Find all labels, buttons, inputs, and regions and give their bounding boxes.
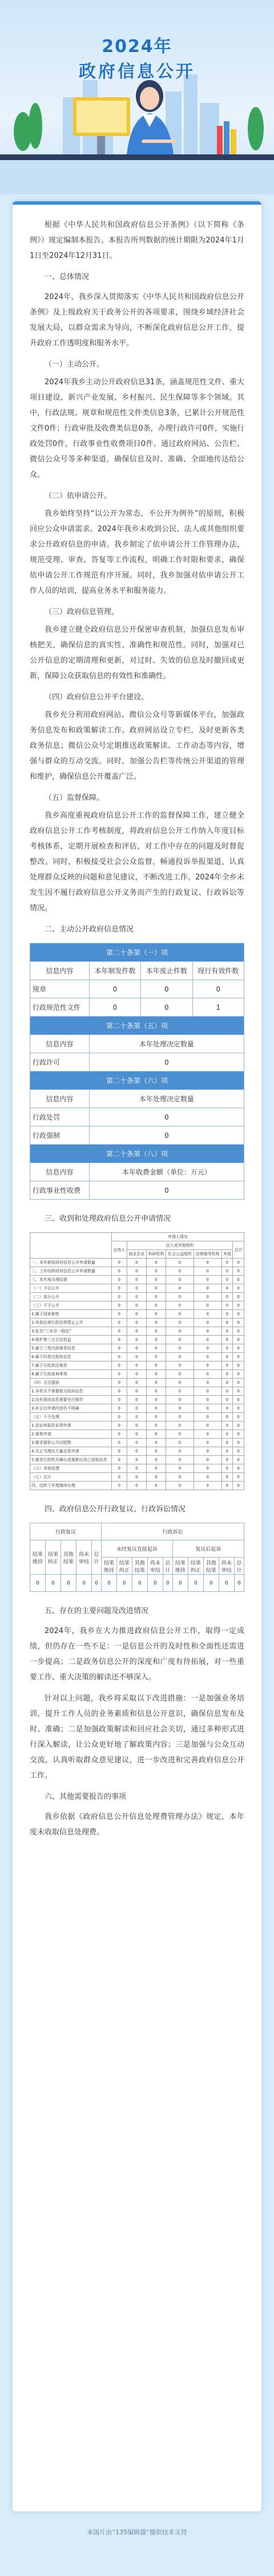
- table-header: 行政复议: [30, 1523, 102, 1540]
- footer-credit: 本図片由“135编辑器”提供技术支持: [87, 2529, 187, 2536]
- table-header: 结果维持: [30, 1540, 46, 1575]
- section-6-heading: 六、其他需要报告的事项: [45, 1793, 127, 1801]
- table-header: 社会公益组织: [166, 1250, 194, 1259]
- table-header: 总计: [163, 1558, 172, 1575]
- application-handling-table: [30, 1232, 244, 1490]
- table-row: 行政事业性收费 0: [30, 1181, 244, 1200]
- table-header: 总计: [234, 1558, 244, 1575]
- section-1-2-text: 我乡始终坚持“以公开为常态，不公开为例外”的原则，积极回应公众申请需求。2024年我乡未收到公民、法人或其他组织要求公开政府信息的申请。我乡制定了依申请公开工作管理办法，规范受理、审查、答复等工作流程，明确工作时限和要求，确保依申请公开工作规范有序开展。同时，我乡加强对依申请公开工作人员的培训，提高业务水平和服务能力。: [30, 509, 244, 595]
- section-1-intro: 2024年，我乡深入贯彻落实《中华人民共和国政府信息公开条例》及上级政府关于政务公开的各项要求，围绕乡域经济社会发展大局，以群众需求为导向，不断深化政府信息公开工作，提升政府工作透明度和服务水平。: [30, 293, 244, 348]
- table-row: 5.要求行政机关确认或重新出具已获取信息 0 0 0 0 0 0 0: [30, 1456, 244, 1464]
- intro-paragraph: 根据《中华人民共和国政府信息公开条例》（以下简称《条例》）规定编制本报告。本报告所列数据的统计期限为2024年1月1日至2024年12月31日。: [30, 221, 244, 260]
- table-row: （一）予以公开 0 0 0 0 0 0 0: [30, 1284, 244, 1293]
- section-1-3-heading: （三）政府信息管理。: [45, 608, 119, 616]
- table-row: 规章 0 0 0: [30, 980, 244, 998]
- table-row: （三）不予公开 0 0 0 0 0 0 0: [30, 1301, 244, 1310]
- banner-illustration: [0, 0, 274, 194]
- table-row: （七）总计 0 0 0 0 0 0 0: [30, 1473, 244, 1482]
- table-row: 5.属于三类内部事务信息 0 0 0 0 0 0 0: [30, 1344, 244, 1353]
- table-header: 其他结果: [203, 1558, 219, 1575]
- review-litigation-table: [30, 1523, 244, 1592]
- table-row: （四）无法提供 0 0 0 0 0 0 0: [30, 1379, 244, 1387]
- table-header: 信息内容: [30, 1163, 90, 1181]
- table-header: 尚未审结: [76, 1540, 91, 1575]
- table-header: 法人或其他组织: [127, 1241, 233, 1250]
- table-header: 未经复议直接起诉: [101, 1540, 172, 1558]
- section-5-text-1: 2024年，我乡在大力推进政府信息公开工作，取得一定成绩，但仍存在一些不足：一是信息公开的及时性和全面性还需进一步提高；二是政务信息公开的深度和广度有待拓展，对一些重要工作、重大决策的解读还不够深入。: [30, 1627, 244, 1682]
- table-section-title: 第二十条第（八）项: [30, 1145, 244, 1163]
- table-header: 本年处理决定数量: [89, 1090, 244, 1108]
- table-header-blank: [30, 1233, 112, 1259]
- table-row: 2.其他法律行政法规禁止公开 0 0 0 0 0 0 0: [30, 1319, 244, 1327]
- table-header: 结果纠正: [45, 1540, 61, 1575]
- section-4-heading: 四、政府信息公开行政复议、行政诉讼情况: [45, 1505, 186, 1514]
- section-1-4-text: 我乡充分利用政府网站、微信公众号等新媒体平台，加强政务信息发布和政策解读工作。政府网站设立专栏，及时更新各类政务信息；微信公众号定期推送政策解读、工作动态等内容，增强与群众的互动交流。同时，加强公告栏等传统公开渠道的管理和维护，确保信息公开覆盖广泛。: [30, 711, 244, 781]
- proactive-disclosure-table: [30, 943, 244, 1200]
- table-header: 本年制发件数: [89, 962, 140, 980]
- table-header: 尚未审结: [147, 1558, 163, 1575]
- table-row: 三、本年度办理结果 0 0 0 0 0 0 0: [30, 1276, 244, 1284]
- table-header: 结果纠正: [188, 1558, 203, 1575]
- section-1-1-text: 2024年我乡主动公开政府信息31条，涵盖规范性文件、重大项目建设、新兴产业发展、乡村振兴、民生保障等多个领域。其中，行政法规、规章和规范性文件类信息3条，已累计公开规范性文件0件；行政审批及收费类信息0条，办理行政许可0件，实施行政处罚0件，行政事业性收费项目0件。通过政府网站、公告栏、微信公众号等多种渠道，确保信息及时、准确、全面地传达给公众。: [30, 378, 244, 479]
- section-5-text-2: 针对以上问题，我乡将采取以下改进措施：一是加强业务培训，提升工作人员的业务素质和信息公开意识，确保信息发布及时、准确；二是加强政策解读和回应社会关切，通过多种形式进行深入解读，让公众更好地了解政策内容；三是加强与公众互动交流，认真听取群众意见建议，进一步改进和完善政府信息公开工作。: [30, 1694, 244, 1780]
- table-header: 结果维持: [101, 1558, 116, 1575]
- table-row: 2.没有现成信息需要另行制作 0 0 0 0 0 0 0: [30, 1396, 244, 1404]
- table-row: （六）其他处理 0 0 0 0 0 0 0: [30, 1464, 244, 1473]
- section-6-text: 我乡依据《政府信息公开信息处理费管理办法》规定，本年度未收取信息处理费。: [30, 1813, 244, 1837]
- table-row: 1.信访举报投诉类申请 0 0 0 0 0 0 0: [30, 1422, 244, 1430]
- table-row: 3.危及“三安全一稳定” 0 0 0 0 0 0 0: [30, 1327, 244, 1336]
- table-header: 现行有效件数: [192, 962, 244, 980]
- table-row: （五）不予处理 0 0 0 0 0 0 0: [30, 1413, 244, 1422]
- table-row: 四、结转下年度继续办理 0 0 0 0 0 0 0: [30, 1482, 244, 1490]
- table-row: 2.重复申请 0 0 0 0 0 0 0: [30, 1430, 244, 1439]
- header-banner: [0, 0, 274, 194]
- table-row: 行政处罚 0: [30, 1108, 244, 1126]
- table-header: 其他结果: [61, 1540, 76, 1575]
- table-header: 信息内容: [30, 1090, 90, 1108]
- table-header: 结果维持: [172, 1558, 188, 1575]
- section-1-1-heading: （一）主动公开。: [45, 360, 104, 369]
- table-row: 二、上年结转政府信息公开申请数量 0 0 0 0 0 0 0: [30, 1267, 244, 1276]
- section-1-5-text: 我乡高度重视政府信息公开工作的监督保障工作，建立健全政府信息公开工作考核制度，将政府信息公开工作纳入年度目标考核体系，定期开展检查和评估，对工作中存在的问题及时督促整改。同时，积极接受社会公众监督，畅通投诉举报渠道，认真处理群众反映的问题和意见建议，不断改进工作。2024年全乡未发生因不履行政府信息公开义务而产生的行政复议、行政诉讼等情况。: [30, 811, 244, 913]
- table-header: 总计: [91, 1540, 101, 1575]
- table-header: 复议后起诉: [172, 1540, 244, 1558]
- table-header: 本年废止件数: [141, 962, 192, 980]
- table-row: 8.属于行政查询事项 0 0 0 0 0 0 0: [30, 1370, 244, 1379]
- table-row: 3.要求提供公开出版物 0 0 0 0 0 0 0: [30, 1439, 244, 1447]
- table-header: 自然人: [111, 1241, 127, 1259]
- table-row: 1.属于国家秘密 0 0 0 0 0 0 0: [30, 1310, 244, 1319]
- table-header: 本年处理决定数量: [89, 1035, 244, 1053]
- banner-main-title: 政府信息公开: [79, 62, 195, 82]
- section-2-heading: 二、主动公开政府信息情况: [45, 925, 134, 934]
- table-header: 法律服务机构: [194, 1250, 221, 1259]
- table-row: 行政规范性文件 0 0 1: [30, 998, 244, 1017]
- table-row: 6.属于四类过程性信息 0 0 0 0 0 0 0: [30, 1353, 244, 1361]
- section-1-5-heading: （五）监督保障。: [45, 794, 104, 802]
- banner-year-title: 2024年: [102, 37, 172, 57]
- table-row: 0 0 0 0 0 0 0 0 0 0 0 0 0 0 0: [30, 1575, 244, 1592]
- table-row: 4.无正当理由大量反复申请 0 0 0 0 0 0 0: [30, 1447, 244, 1456]
- section-1-heading: 一、总体情况: [45, 273, 90, 281]
- table-header: 本年收费金额（单位：万元）: [89, 1163, 244, 1181]
- table-header: 行政诉讼: [101, 1523, 244, 1540]
- table-row: 3.补正后申请内容仍不明确 0 0 0 0 0 0 0: [30, 1404, 244, 1413]
- table-header: 结果纠正: [116, 1558, 132, 1575]
- table-section-title: 第二十条第（一）项: [30, 943, 244, 962]
- table-row: 4.保护第三方合法权益 0 0 0 0 0 0 0: [30, 1336, 244, 1344]
- table-header: 信息内容: [30, 1035, 90, 1053]
- section-1-4-heading: （四）政府信息公开平台建设。: [45, 693, 149, 702]
- table-row: 行政强制 0: [30, 1126, 244, 1145]
- section-3-heading: 三、收到和处理政府信息公开申请情况: [45, 1215, 171, 1223]
- report-card: [13, 201, 261, 2511]
- table-header: 其他: [221, 1250, 233, 1259]
- table-header: 其他结果: [132, 1558, 147, 1575]
- table-row: （二）部分公开 0 0 0 0 0 0 0: [30, 1293, 244, 1301]
- section-5-heading: 五、存在的主要问题及改进情况: [45, 1607, 149, 1615]
- table-header: 商业企业: [127, 1250, 146, 1259]
- table-row: 一、本年新收政府信息公开申请数量 0 0 0 0 0 0 0: [30, 1259, 244, 1267]
- table-row: 行政许可 0: [30, 1053, 244, 1072]
- table-row: 7.属于行政执法案卷 0 0 0 0 0 0 0: [30, 1361, 244, 1370]
- table-header: 信息内容: [30, 962, 90, 980]
- table-header: 尚未审结: [219, 1558, 234, 1575]
- section-1-2-heading: （二）依申请公开。: [45, 492, 112, 500]
- table-section-title: 第二十条第（五）项: [30, 1017, 244, 1035]
- table-header: 科研机构: [146, 1250, 166, 1259]
- table-header: 申请人情况: [111, 1233, 244, 1241]
- table-header: 总计: [233, 1241, 244, 1259]
- section-1-3-text: 我乡建立健全政府信息公开保密审查机制，加强信息发布审核把关，确保信息的真实性、准确性和规范性。同时，加强对已公开信息的定期清理和更新，对过时、失效的信息及时撤回或更新，保障公众获取信息的有效性和准确性。: [30, 626, 244, 680]
- table-row: 1.本机关不掌握相关政府信息 0 0 0 0 0 0 0: [30, 1387, 244, 1396]
- table-section-title: 第二十条第（六）项: [30, 1072, 244, 1090]
